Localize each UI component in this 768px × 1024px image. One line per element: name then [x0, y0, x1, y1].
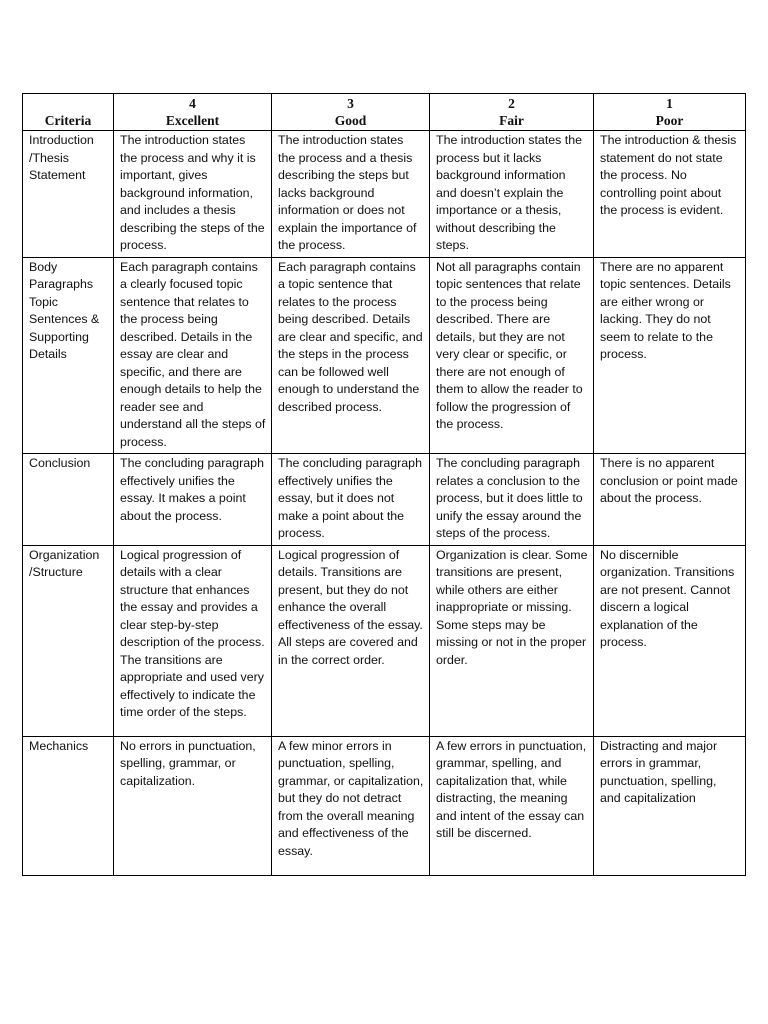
level-score: 4: [189, 96, 196, 111]
level-header-fair: [430, 94, 594, 131]
descriptor-cell: The introduction & thesis statement do not state the process. No controlling point about the process is evident.: [594, 131, 746, 258]
descriptor-cell: A few minor errors in punctuation, spelling, grammar, or capitalization, but they do not detract from the overall meaning and effectiveness of the essay.: [272, 736, 430, 875]
criteria-header: Criteria: [23, 94, 114, 131]
descriptor-cell: There are no apparent topic sentences. Details are either wrong or lacking. They do not seem to relate to the process.: [594, 257, 746, 454]
level-header-excellent: [114, 94, 272, 131]
descriptor-cell: A few errors in punctuation, grammar, spelling, and capitalization that, while distracting, the meaning and intent of the essay can still be discerned.: [430, 736, 594, 875]
table-row: [23, 545, 746, 736]
level-header-poor: [594, 94, 746, 131]
rubric-table: [22, 93, 746, 876]
level-label: Excellent: [165, 113, 220, 128]
descriptor-cell: Organization is clear. Some transitions are present, while others are either inappropriate or missing. Some steps may be missing or not in the proper order.: [430, 545, 594, 736]
table-row: [23, 736, 746, 875]
descriptor-cell: There is no apparent conclusion or point made about the process.: [594, 454, 746, 546]
descriptor-cell: Not all paragraphs contain topic sentences that relate to the process being described. There are details, but they are not very clear or specific, or there are not enough of them to allow the reader to follow the progression of the process.: [430, 257, 594, 454]
table-row: [23, 257, 746, 454]
descriptor-cell: The introduction states the process and a thesis describing the steps but lacks background information or does not explain the importance of the process.: [272, 131, 430, 258]
level-score: 3: [347, 96, 354, 111]
level-header-good: [272, 94, 430, 131]
header-row: [23, 94, 746, 131]
descriptor-cell: Logical progression of details with a clear structure that enhances the essay and provides a clear step-by-step description of the process. The transitions are appropriate and used very effectively to indicate the time order of the steps.: [114, 545, 272, 736]
criterion-cell: Conclusion: [23, 454, 114, 546]
level-score: 1: [666, 96, 673, 111]
criterion-cell: Body Paragraphs Topic Sentences & Supporting Details: [23, 257, 114, 454]
descriptor-cell: The introduction states the process and why it is important, gives background information, and includes a thesis describing the steps of the process.: [114, 131, 272, 258]
level-score: 2: [508, 96, 515, 111]
descriptor-cell: Distracting and major errors in grammar, punctuation, spelling, and capitalization: [594, 736, 746, 875]
descriptor-cell: Each paragraph contains a clearly focused topic sentence that relates to the process being described. Details in the essay are clear and specific, and there are enough details to help the reader see and understand all the steps of process.: [114, 257, 272, 454]
descriptor-cell: No errors in punctuation, spelling, grammar, or capitalization.: [114, 736, 272, 875]
criterion-cell: Organization /Structure: [23, 545, 114, 736]
level-label: Good: [334, 113, 367, 128]
criterion-cell: Introduction /Thesis Statement: [23, 131, 114, 258]
descriptor-cell: The introduction states the process but it lacks background information and doesn’t explain the importance or a thesis, without describing the steps.: [430, 131, 594, 258]
criterion-cell: Mechanics: [23, 736, 114, 875]
descriptor-cell: No discernible organization. Transitions are not present. Cannot discern a logical explanation of the process.: [594, 545, 746, 736]
descriptor-cell: Logical progression of details. Transitions are present, but they do not enhance the overall effectiveness of the essay. All steps are covered and in the correct order.: [272, 545, 430, 736]
table-row: [23, 454, 746, 546]
descriptor-cell: Each paragraph contains a topic sentence that relates to the process being described. Details are clear and specific, and the steps in the process can be followed well enough to understand the described process.: [272, 257, 430, 454]
level-label: Fair: [499, 113, 524, 128]
level-label: Poor: [655, 113, 684, 128]
descriptor-cell: The concluding paragraph effectively unifies the essay. It makes a point about the process.: [114, 454, 272, 546]
table-row: [23, 131, 746, 258]
descriptor-cell: The concluding paragraph relates a conclusion to the process, but it does little to unify the essay around the steps of the process.: [430, 454, 594, 546]
descriptor-cell: The concluding paragraph effectively unifies the essay, but it does not make a point about the process.: [272, 454, 430, 546]
